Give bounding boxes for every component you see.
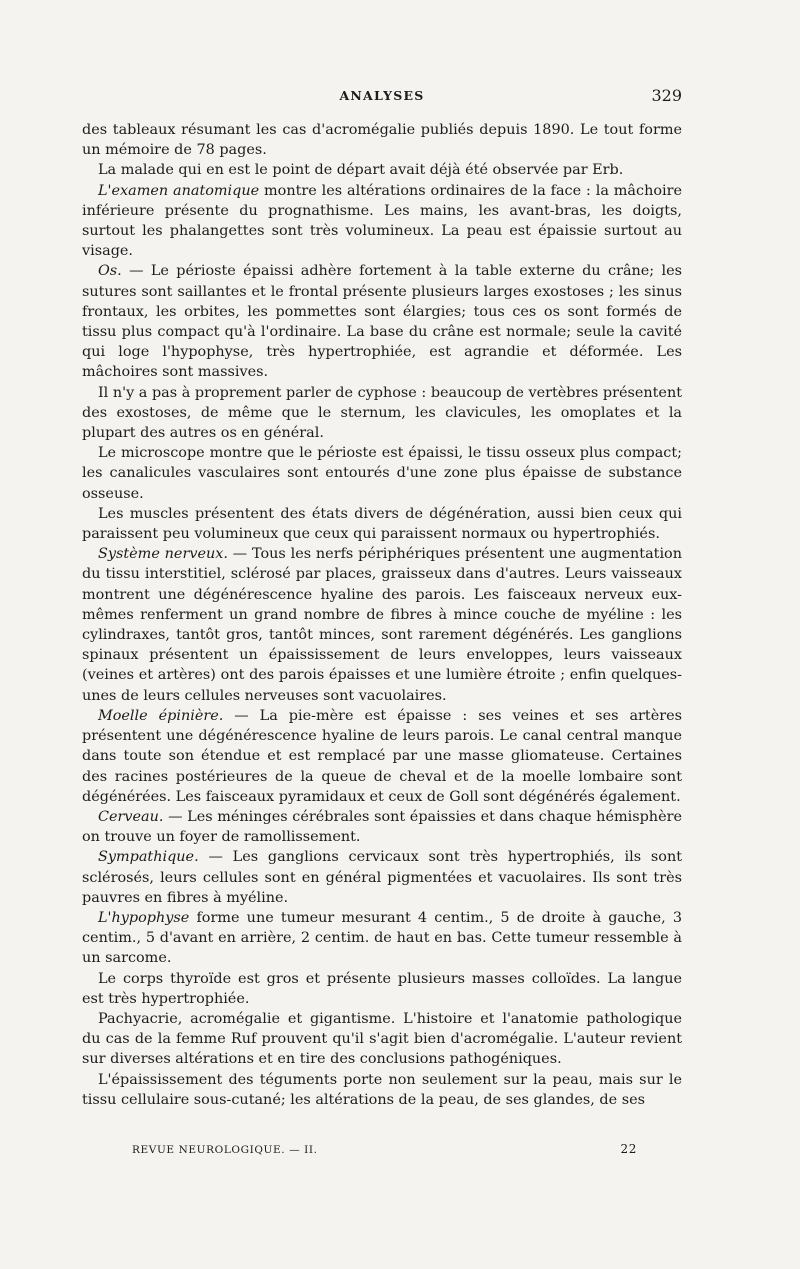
section-lead: Système nerveux. [98,546,228,563]
paragraph: Système nerveux. — Tous les nerfs périphériques présentent une augmentation du tissu interstitiel, sclérosé par places, graisseux dans d'autres. Leurs vaisseaux montrent une dégénérescence hyaline des parois. Les faisceaux nerveux eux-mêmes renferment un grand nombre de fibres à mince couche de myéline : les cylindraxes, tantôt gros, tantôt minces, sont rarement dégénérés. Les ganglions spinaux présentent un épaississement de leurs enveloppes, leurs vaisseaux (veines et artères) ont des parois épaisses et une lumière étroite ; enfin quelques-unes de leurs cellules nerveuses sont vacuolaires. [82,546,682,704]
section-lead: Os. [98,263,122,280]
body-text [82,120,682,1110]
footer-journal: REVUE NEUROLOGIQUE. — II. [132,1144,318,1156]
signature-mark: 22 [620,1142,637,1156]
running-title: ANALYSES [339,88,425,103]
paragraph: Le microscope montre que le périoste est épaissi, le tissu osseux plus compact; les canalicules vasculaires sont entourés d'une zone plus épaisse de substance osseuse. [82,445,682,502]
paragraph: L'épaississement des téguments porte non seulement sur la peau, mais sur le tissu cellulaire sous-cutané; les altérations de la peau, de ses glandes, de ses [82,1071,682,1108]
paragraph: L'hypophyse forme une tumeur mesurant 4 centim., 5 de droite à gauche, 3 centim., 5 d'avant en arrière, 2 centim. de haut en bas. Cette tumeur ressemble à un sarcome. [82,909,682,967]
paragraph: Pachyacrie, acromégalie et gigantisme. L'histoire et l'anatomie pathologique du cas de la femme Ruf prouvent qu'il s'agit bien d'acromégalie. L'auteur revient sur diverses altérations et en tire des conclusions pathogéniques. [82,1010,682,1068]
paragraph: L'examen anatomique montre les altérations ordinaires de la face : la mâchoire inférieure présente du prognathisme. Les mains, les avant-bras, les doigts, surtout les phalangettes sont très volumineux. La peau est épaissie surtout au visage. [82,182,682,260]
paragraph: Le corps thyroïde est gros et présente plusieurs masses colloïdes. La langue est très hypertrophiée. [82,970,682,1007]
paragraph: Il n'y a pas à proprement parler de cyphose : beaucoup de vertèbres présentent des exostoses, de même que le sternum, les clavicules, les omoplates et la plupart des autres os en général. [82,384,682,442]
paragraph: Sympathique. — Les ganglions cervicaux sont très hypertrophiés, ils sont sclérosés, leurs cellules sont en général pigmentées et vacuolaires. Ils sont très pauvres en fibres à myéline. [82,849,682,906]
paragraph: des tableaux résumant les cas d'acromégalie publiés depuis 1890. Le tout forme un mémoire de 78 pages. [82,122,682,159]
section-lead: L'hypophyse [98,909,190,926]
paragraph: Os. — Le périoste épaissi adhère fortement à la table externe du crâne; les sutures sont saillantes et le frontal présente plusieurs larges exostoses ; les sinus frontaux, les orbites, les pommettes sont élargies; tous ces os sont formés de tissu plus compact qu'à l'ordinaire. La base du crâne est normale; seule la cavité qui loge l'hypophyse, très hypertrophiée, est agrandie et déformée. Les mâchoires sont massives. [82,263,682,381]
paragraph: Cerveau. — Les méninges cérébrales sont épaissies et dans chaque hémisphère on trouve un foyer de ramollissement. [82,808,682,846]
section-lead: Moelle épinière. [98,707,224,724]
page-footer [132,1142,637,1162]
section-lead: Cerveau. [98,808,164,825]
paragraph: La malade qui en est le point de départ avait déjà été observée par Erb. [98,162,624,179]
paragraph: Moelle épinière. — La pie-mère est épaisse : ses veines et ses artères présentent une dégénérescence hyaline de leurs parois. Le canal central manque dans toute son étendue et est remplacé par une masse gliomateuse. Certaines des racines postérieures de la queue de cheval et de la moelle lombaire sont dégénérées. Les faisceaux pyramidaux et ceux de Goll sont dégénérés également. [82,707,682,805]
paragraph: Les muscles présentent des états divers de dégénération, aussi bien ceux qui paraissent peu volumineux que ceux qui paraissent normaux ou hypertrophiés. [82,505,682,543]
page-header [82,86,682,108]
page-number: 329 [651,86,682,105]
section-lead: Sympathique. [98,849,199,866]
section-lead: L'examen anatomique [98,182,260,199]
